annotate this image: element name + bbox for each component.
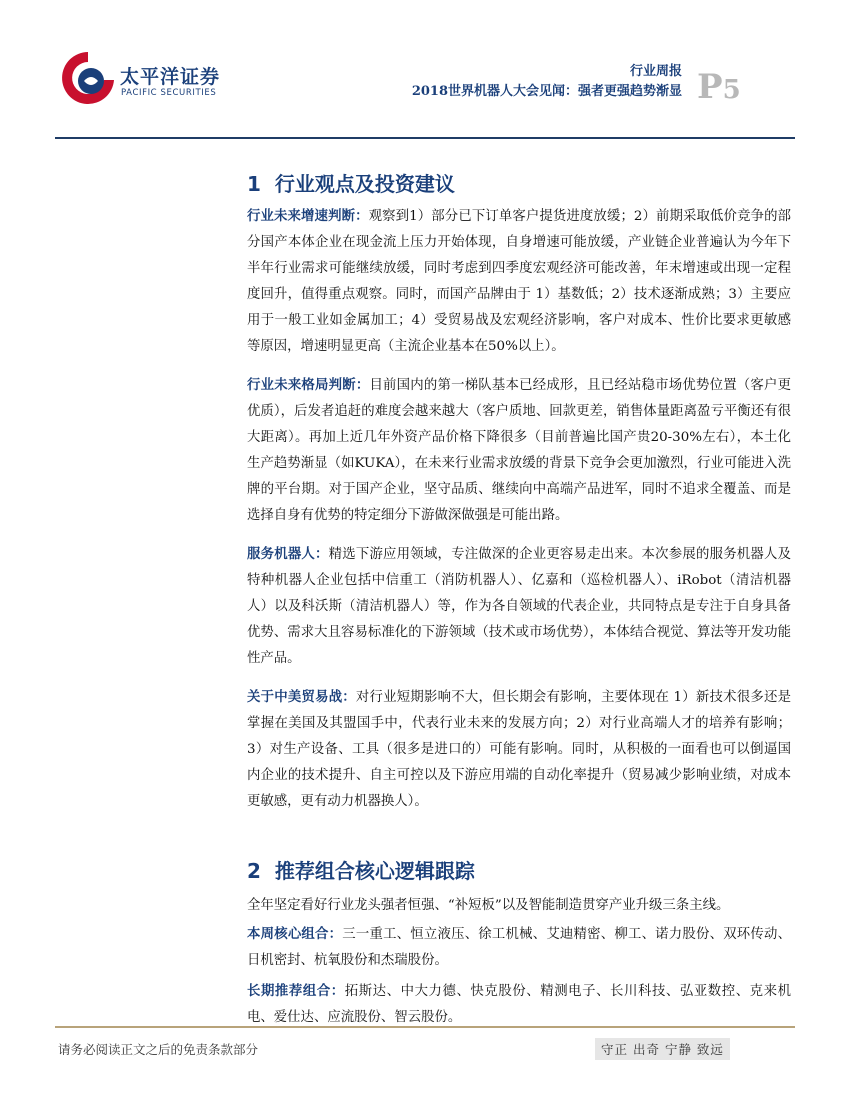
paragraph-label: 行业未来格局判断： [247, 377, 370, 393]
section-2-heading [247, 855, 475, 884]
paragraph-text: 观察到1）部分已下订单客户提货进度放缓；2）前期采取低价竞争的部分国产本体企业在现金流上压力开始体现，自身增速可能放缓，产业链企业普遍认为今年下半年行业需求可能继续放缓，同时考虑到四季度宏观经济可能改善，年末增速或出现一定程度回升，值得重点观察。同时，而国产品牌由于 1）基数低；2）技术逐渐成熟；3）主要应用于一般工业如金属加工；4）受贸易战及宏观经济影响，客户对成本、性价比要求更敏感等原因，增速明显更高（主流企业基本在50%以上）。 [247, 209, 791, 354]
paragraph-core-portfolio [247, 921, 791, 974]
logo-chinese-name: 太平洋证券 [120, 66, 221, 88]
paragraph-text: 目前国内的第一梯队基本已经成形，且已经站稳市场优势位置（客户更优质），后发者追赶的难度会越来越大（客户质地、回款更差，销售体量距离盈亏平衡还有很大距离）。再加上近几年外资产品价格下降很多（目前普遍比国产贵20-30%左右），本土化生产趋势渐显（如KUKA），在未来行业需求放缓的背景下竞争会更加激烈，行业可能进入洗牌的平台期。对于国产企业，坚守品质、继续向中高端产品进军，同时不追求全覆盖、而是选择自身有优势的特定细分下游做深做强是可能出路。 [247, 378, 792, 523]
footer-disclaimer: 请务必阅读正文之后的免责条款部分 [58, 1042, 259, 1057]
paragraph-label: 长期推荐组合： [247, 983, 345, 999]
page-digit: 5 [722, 75, 741, 105]
report-type: 行业周报 [629, 64, 682, 79]
section-1-title: 行业观点及投资建议 [274, 172, 455, 196]
paragraph-portfolio-intro: 全年坚定看好行业龙头强者恒强、“补短板”以及智能制造贯穿产业升级三条主线。 [247, 898, 730, 913]
footer-motto: 守正 出奇 宁静 致远 [595, 1038, 730, 1060]
paragraph-label: 服务机器人： [247, 546, 329, 562]
paragraph-text: 三一重工、恒立液压、徐工机械、艾迪精密、柳工、诺力股份、双环传动、日机密封、杭氧股份和杰瑞股份。 [247, 927, 792, 968]
section-2-number: 2 [247, 859, 261, 883]
pacific-securities-logo-icon [58, 48, 118, 108]
paragraph-label: 行业未来增速判断： [247, 208, 369, 224]
paragraph-structure-judgment [247, 372, 791, 529]
page-number [697, 67, 741, 107]
company-logo [58, 48, 238, 110]
paragraph-label: 本周核心组合： [247, 926, 343, 942]
paragraph-service-robots [247, 541, 791, 672]
section-1-number: 1 [247, 172, 261, 196]
section-1-heading [247, 168, 455, 197]
section-2-title: 推荐组合核心逻辑跟踪 [274, 859, 475, 883]
paragraph-text: 对行业短期影响不大，但长期会有影响，主要体现在 1）新技术很多还是掌握在美国及其盟国手中，代表行业未来的发展方向；2）对行业高端人才的培养有影响；3）对生产设备、工具（很多是进口的）可能有影响。同时，从积极的一面看也可以倒逼国内企业的技术提升、自主可控以及下游应用端的自动化率提升（贸易减少影响业绩，对成本更敏感，更有动力机器换人）。 [247, 690, 791, 809]
paragraph-text: 拓斯达、中大力德、快克股份、精测电子、长川科技、弘亚数控、克来机电、爱仕达、应流股份、智云股份。 [247, 984, 792, 1025]
paragraph-long-term-portfolio [247, 978, 791, 1031]
header-divider [55, 137, 795, 139]
page-letter: P [697, 67, 723, 107]
logo-english-name: PACIFIC SECURITIES [121, 88, 217, 98]
footer-divider [55, 1026, 795, 1028]
paragraph-text: 精选下游应用领域，专注做深的企业更容易走出来。本次参展的服务机器人及特种机器人企业包括中信重工（消防机器人）、亿嘉和（巡检机器人）、iRobot（清洁机器人）以及科沃斯（清洁机器人）等，作为各自领域的代表企业，共同特点是专注于自身具备优势、需求大且容易标准化的下游领域（技术或市场优势），本体结合视觉、算法等开发功能性产品。 [247, 547, 792, 666]
paragraph-trade-war [247, 684, 791, 815]
report-title: 2018世界机器人大会见闻：强者更强趋势渐显 [411, 84, 682, 99]
paragraph-label: 关于中美贸易战： [247, 689, 356, 705]
paragraph-growth-judgment [247, 203, 791, 360]
